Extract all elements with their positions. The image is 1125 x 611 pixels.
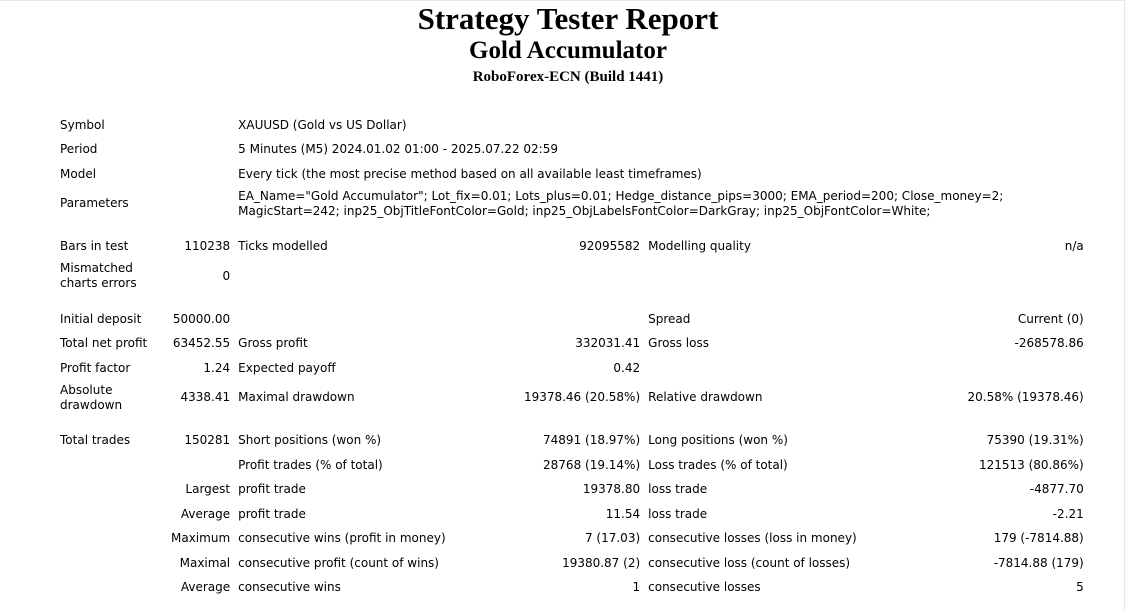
symbol-value: XAUUSD (Gold vs US Dollar) — [238, 117, 407, 132]
row-model — [56, 162, 1088, 187]
initial-deposit-value: 50000.00 — [172, 311, 231, 326]
parameters-value — [234, 187, 1088, 221]
spread-value: Current (0) — [1017, 311, 1084, 326]
abs-drawdown-value: 4338.41 — [180, 390, 231, 404]
profit-factor-value: 1.24 — [203, 360, 231, 375]
profit-factor-label: Profit factor — [60, 360, 131, 375]
average-loss-value: -2.21 — [1052, 506, 1084, 521]
quality-value: n/a — [1064, 239, 1084, 254]
model-value: Every tick (the most precise method based on all available least timeframes) — [238, 166, 702, 181]
report-title: Strategy Tester Report — [417, 1, 719, 36]
row-maximum — [56, 527, 1088, 552]
mismatch-value: 0 — [222, 268, 231, 283]
maximal-cons-profit-label: consecutive profit (count of wins) — [238, 555, 439, 570]
row-largest — [56, 478, 1088, 503]
broker-build: RoboForex-ECN (Build 1441) — [472, 69, 664, 85]
largest-profit-value: 19378.80 — [582, 482, 641, 497]
maximum-label: Maximum — [171, 531, 231, 546]
parameters-line-2: MagicStart=242; inp25_ObjTitleFontColor=Gold; inp25_ObjLabelsFontColor=DarkGray; inp25_ObjFontColor=White; — [238, 203, 931, 218]
max-cons-wins-label: consecutive wins (profit in money) — [238, 531, 446, 546]
rel-drawdown-value: 20.58% (19378.46) — [967, 390, 1084, 404]
net-profit-label: Total net profit — [60, 336, 148, 351]
maximal-cons-loss-label: consecutive loss (count of losses) — [648, 555, 851, 570]
row-drawdown — [56, 381, 1088, 415]
period-value: 5 Minutes (M5) 2024.01.02 01:00 - 2025.07.22 02:59 — [238, 142, 558, 157]
max-drawdown-value: 19378.46 (20.58%) — [523, 390, 641, 404]
spread-label: Spread — [648, 311, 691, 326]
row-profit-factor — [56, 356, 1088, 381]
period-label: Period — [60, 142, 98, 157]
bars-value: 110238 — [184, 239, 231, 254]
largest-profit-label: profit trade — [238, 482, 306, 497]
row-period — [56, 138, 1088, 163]
avg-cons-losses-label: consecutive losses — [648, 580, 761, 595]
short-positions-value: 74891 (18.97%) — [543, 433, 641, 448]
symbol-label: Symbol — [60, 117, 105, 132]
parameters-label: Parameters — [60, 196, 129, 210]
row-maximal — [56, 551, 1088, 576]
expected-payoff-label: Expected payoff — [238, 360, 336, 375]
largest-loss-value: -4877.70 — [1029, 482, 1084, 497]
row-average-consecutive — [56, 576, 1088, 601]
max-cons-losses-label: consecutive losses (loss in money) — [648, 531, 857, 546]
initial-deposit-label: Initial deposit — [60, 311, 142, 326]
quality-label: Modelling quality — [648, 239, 751, 254]
loss-trades-value: 121513 (80.86%) — [978, 457, 1084, 472]
maximal-cons-loss-value: -7814.88 (179) — [993, 555, 1084, 570]
model-label: Model — [60, 166, 97, 181]
row-average — [56, 502, 1088, 527]
largest-label: Largest — [185, 482, 231, 497]
gross-profit-label: Gross profit — [238, 336, 308, 351]
short-positions-label: Short positions (won %) — [238, 433, 382, 448]
mismatch-label: Mismatched charts errors — [60, 261, 137, 290]
maximal-label: Maximal — [179, 555, 231, 570]
average-label: Average — [180, 506, 231, 521]
maximal-cons-profit-value: 19380.87 (2) — [562, 555, 641, 570]
net-profit-value: 63452.55 — [172, 336, 231, 351]
row-total-trades — [56, 429, 1088, 454]
expected-payoff-value: 0.42 — [613, 360, 641, 375]
long-positions-value: 75390 (19.31%) — [986, 433, 1084, 448]
profit-trades-label: Profit trades (% of total) — [238, 457, 383, 472]
row-bars — [56, 235, 1088, 260]
row-profit-trades — [56, 453, 1088, 478]
profit-trades-value: 28768 (19.14%) — [543, 457, 641, 472]
bars-label: Bars in test — [60, 239, 129, 254]
ticks-value: 92095582 — [579, 239, 641, 254]
ticks-label: Ticks modelled — [238, 239, 328, 254]
row-symbol — [56, 113, 1088, 138]
loss-trades-label: Loss trades (% of total) — [648, 457, 788, 472]
total-trades-label: Total trades — [60, 433, 131, 448]
ea-name: Gold Accumulator — [469, 37, 667, 64]
avg-cons-losses-value: 5 — [1076, 580, 1084, 595]
average2-label: Average — [180, 580, 231, 595]
abs-drawdown-label: Absolute drawdown — [60, 382, 123, 412]
report-header — [0, 3, 1125, 87]
row-initial-deposit — [56, 307, 1088, 332]
average-profit-label: profit trade — [238, 506, 306, 521]
avg-cons-wins-label: consecutive wins — [238, 580, 341, 595]
max-cons-wins-value: 7 (17.03) — [584, 531, 641, 546]
long-positions-label: Long positions (won %) — [648, 433, 788, 448]
total-trades-value: 150281 — [184, 433, 231, 448]
gross-loss-label: Gross loss — [648, 336, 709, 351]
max-drawdown-label: Maximal drawdown — [238, 390, 355, 404]
max-cons-losses-value: 179 (-7814.88) — [993, 531, 1084, 546]
largest-loss-label: loss trade — [648, 482, 708, 497]
avg-cons-wins-value: 1 — [632, 580, 641, 595]
row-parameters — [56, 187, 1088, 221]
gross-loss-value: -268578.86 — [1014, 336, 1084, 351]
average-loss-label: loss trade — [648, 506, 708, 521]
report-table — [56, 113, 1088, 600]
gross-profit-value: 332031.41 — [575, 336, 641, 351]
average-profit-value: 11.54 — [605, 506, 641, 521]
row-mismatch — [56, 259, 1088, 293]
row-net-profit — [56, 332, 1088, 357]
parameters-line-1: EA_Name="Gold Accumulator"; Lot_fix=0.01; Lots_plus=0.01; Hedge_distance_pips=3000; EMA_period=200; Close_money=2; — [238, 188, 1004, 203]
rel-drawdown-label: Relative drawdown — [648, 390, 763, 404]
